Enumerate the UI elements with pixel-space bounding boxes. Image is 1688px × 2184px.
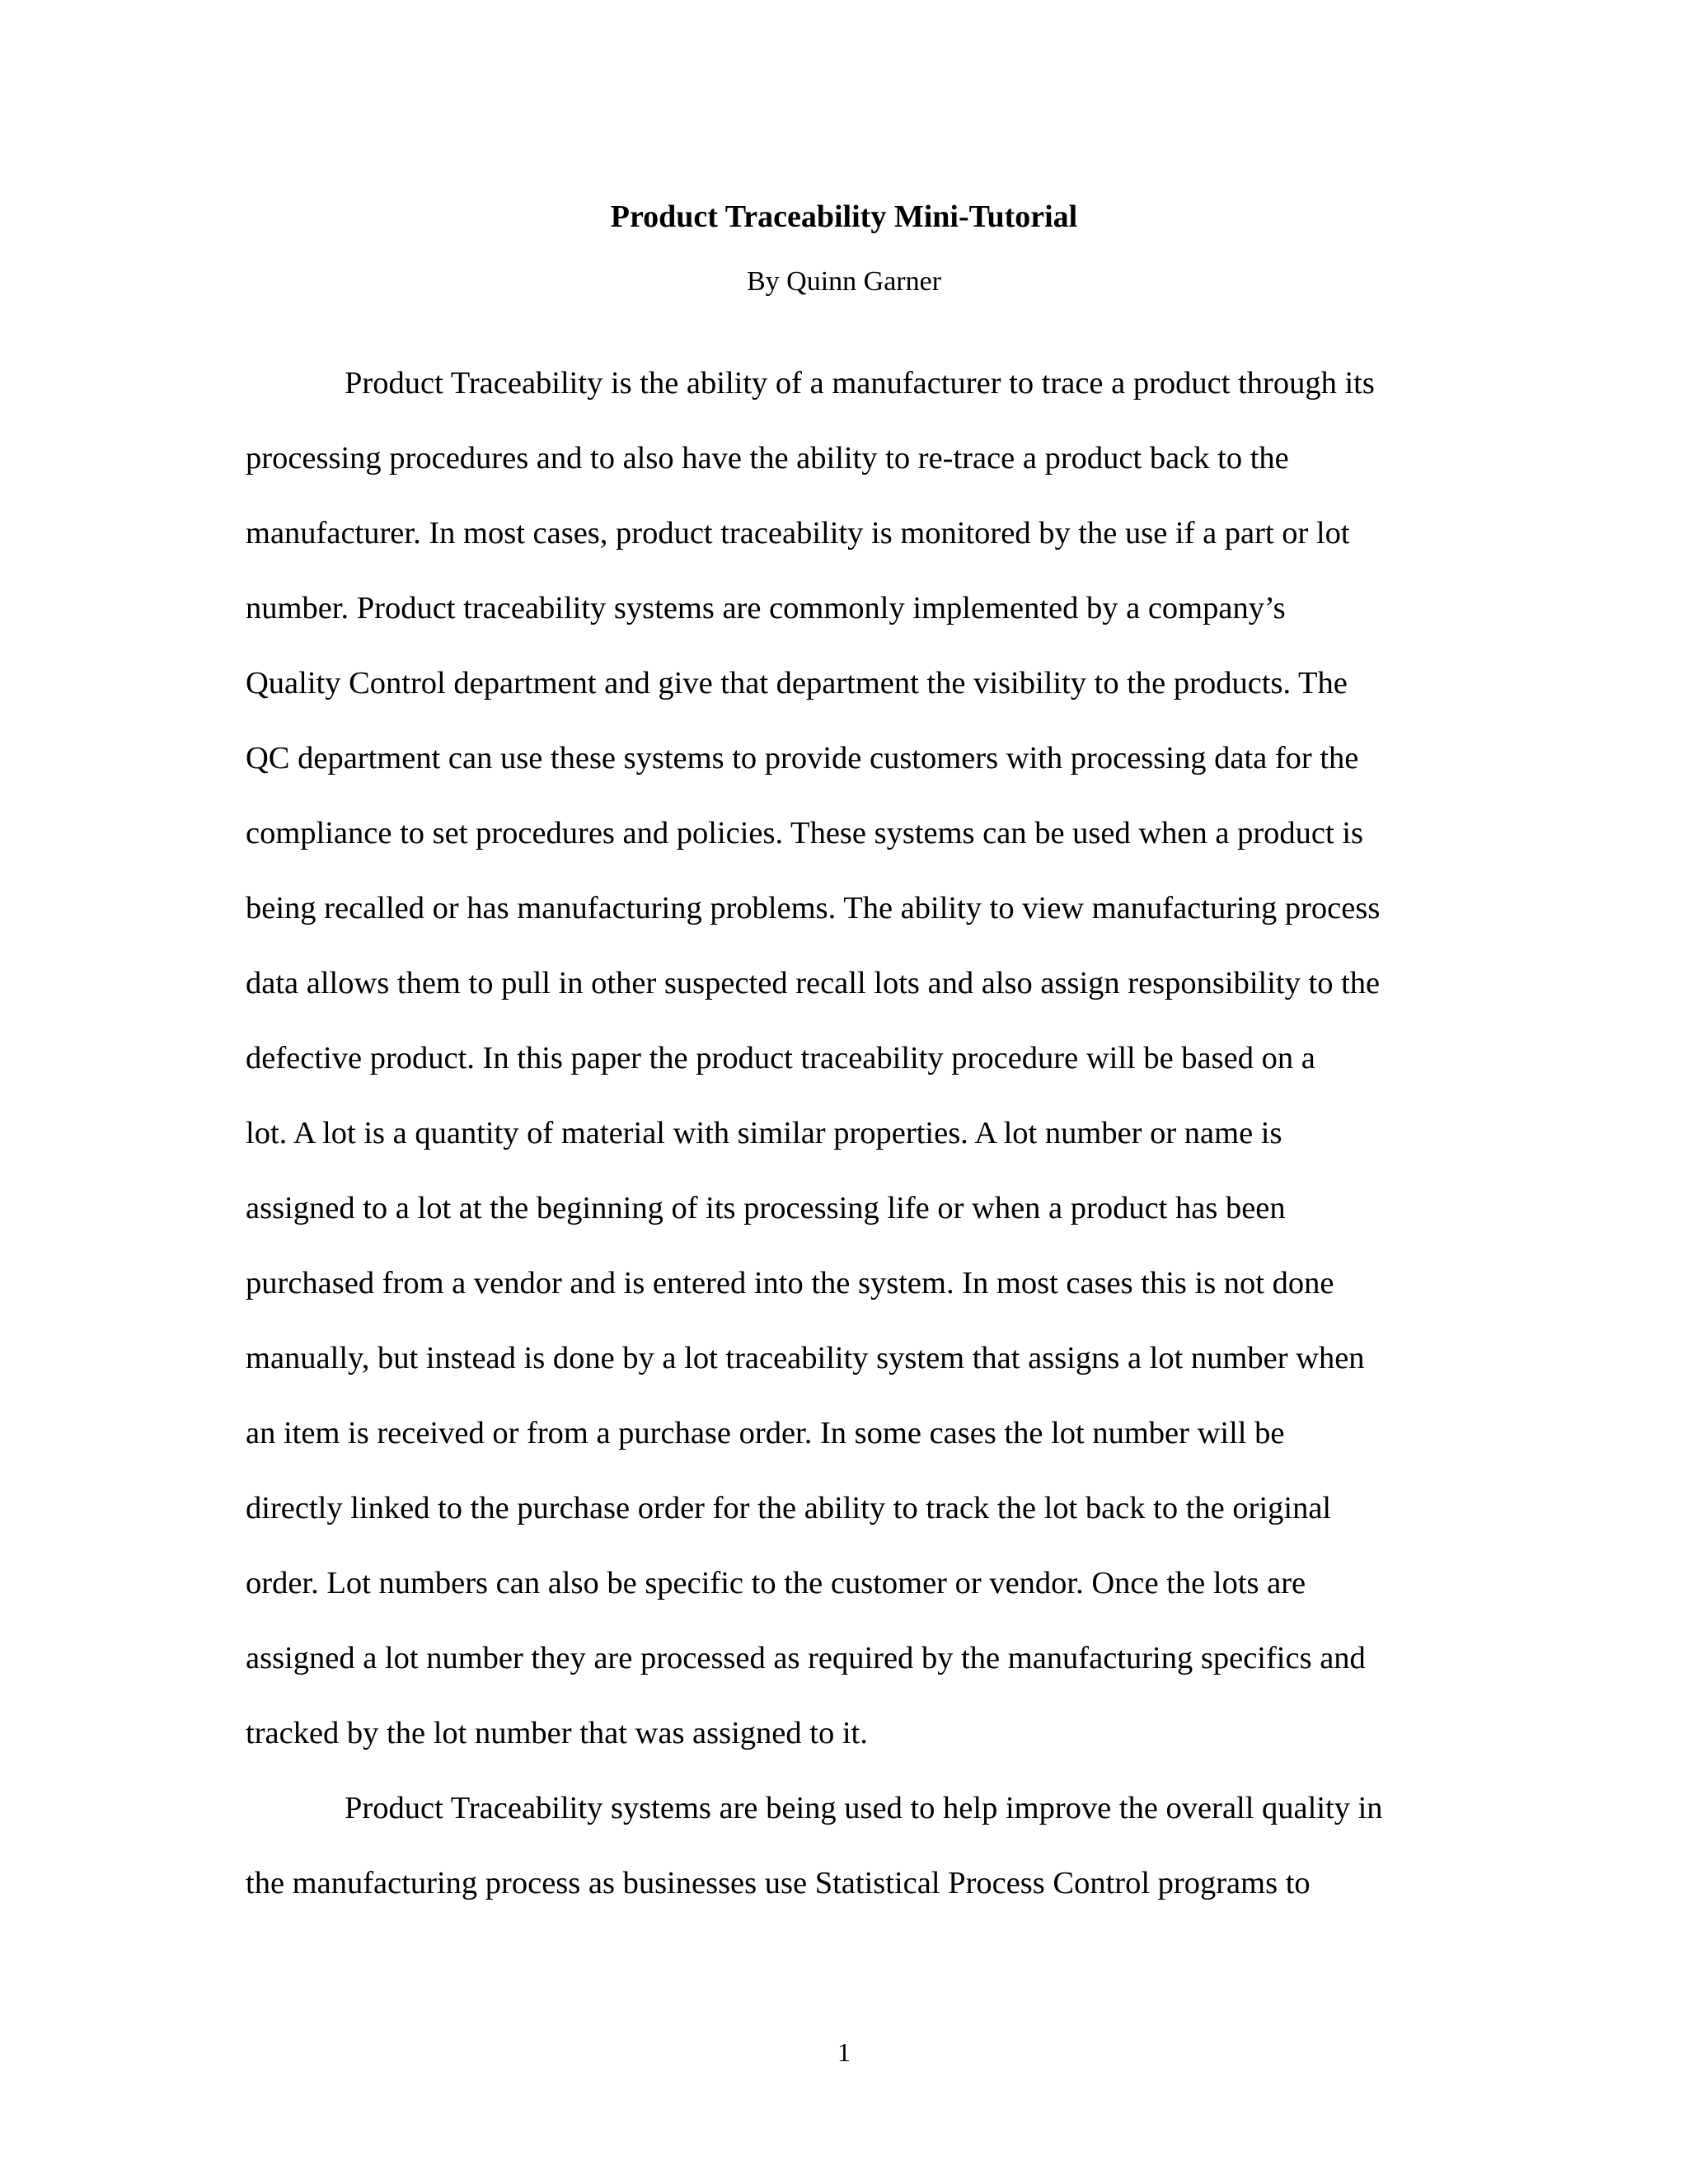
body-line: the manufacturing process as businesses use Statistical Process Control programs to	[246, 1866, 1311, 1900]
body-line: tracked by the lot number that was assigned to it.	[246, 1716, 868, 1750]
body-line: purchased from a vendor and is entered into the system. In most cases this is not done	[246, 1266, 1334, 1301]
body-line: defective product. In this paper the product traceability procedure will be based on a	[246, 1041, 1315, 1076]
body-line: being recalled or has manufacturing problems. The ability to view manufacturing process	[246, 891, 1381, 926]
page-number: 1	[837, 2037, 851, 2067]
document-title: Product Traceability Mini-Tutorial	[610, 199, 1078, 234]
body-line: lot. A lot is a quantity of material with similar properties. A lot number or name is	[246, 1116, 1282, 1151]
body-line: number. Product traceability systems are commonly implemented by a company’s	[246, 591, 1286, 626]
body-line: an item is received or from a purchase order. In some cases the lot number will be	[246, 1416, 1285, 1451]
body-line: Product Traceability is the ability of a manufacturer to trace a product through its	[345, 366, 1375, 401]
body-line: compliance to set procedures and policies. These systems can be used when a product is	[246, 816, 1364, 851]
body-line: assigned a lot number they are processed as required by the manufacturing specifics and	[246, 1641, 1366, 1675]
document-author: By Quinn Garner	[746, 266, 942, 297]
body-line: manually, but instead is done by a lot traceability system that assigns a lot number when	[246, 1341, 1365, 1376]
body-line: assigned to a lot at the beginning of its processing life or when a product has been	[246, 1191, 1286, 1226]
body-line: processing procedures and to also have the ability to re-trace a product back to the	[246, 441, 1289, 476]
body-line: data allows them to pull in other suspected recall lots and also assign responsibility to the	[246, 966, 1381, 1001]
body-line: Product Traceability systems are being used to help improve the overall quality in	[345, 1791, 1383, 1825]
body-line: QC department can use these systems to provide customers with processing data for the	[246, 741, 1359, 776]
body-line: directly linked to the purchase order for the ability to track the lot back to the original	[246, 1491, 1332, 1526]
body-line: Quality Control department and give that department the visibility to the products. The	[246, 666, 1348, 701]
body-line: order. Lot numbers can also be specific to the customer or vendor. Once the lots are	[246, 1566, 1306, 1601]
body-line: manufacturer. In most cases, product traceability is monitored by the use if a part or lot	[246, 516, 1350, 551]
